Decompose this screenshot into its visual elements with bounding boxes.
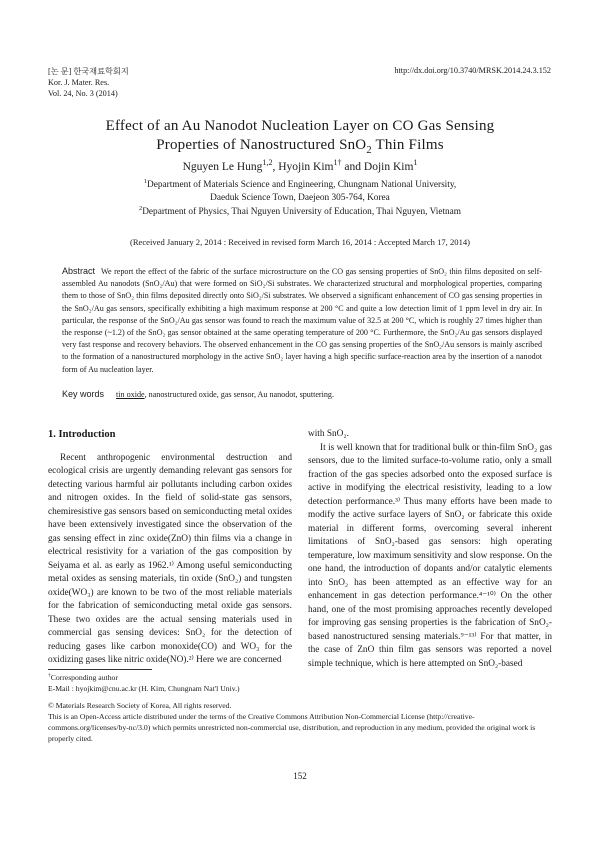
author-1-affil: 1,2 [262, 158, 273, 168]
author-2-affil: 1† [333, 158, 342, 168]
journal-abbreviation: Kor. J. Mater. Res. [48, 78, 110, 87]
corresponding-email: E-Mail : hyojkim@cnu.ac.kr (H. Kim, Chungnam Nat'l Univ.) [48, 684, 240, 693]
received-dates: (Received January 2, 2014 : Received in revised form March 16, 2014 : Accepted March 17, 2014) [129, 237, 471, 247]
keyword-link[interactable]: tin oxide [116, 390, 145, 399]
author-1: Nguyen Le Hung [182, 161, 263, 173]
license-notice: This is an Open-Access article distributed under the terms of the Creative Commons Attribution Non-Commercial License (http://creativecommons.org/licenses/by-nc/3.0) which permits unrestricted non-commercial use, distribution, and reproduction in any medium, provided the original work is properly cited. [48, 712, 536, 743]
abstract [62, 265, 542, 376]
title-subscript: 2 [366, 145, 372, 156]
author-separator: and [341, 161, 364, 173]
affiliations [40, 179, 560, 219]
doi-link[interactable]: http://dx.doi.org/10.3740/MRSK.2014.24.3.152 [394, 66, 551, 75]
footnotes [48, 672, 552, 744]
affiliation-1-line-1: Department of Materials Science and Engineering, Chungnam National University, [147, 180, 457, 190]
journal-volume: Vol. 24, No. 3 (2014) [48, 89, 118, 98]
author-3: Dojin Kim [363, 161, 414, 173]
copyright-notice: © Materials Research Society of Korea, All rights reserved. [48, 701, 232, 710]
intro-continuation: with SnO₂. [308, 429, 349, 439]
author-3-affil: 1 [413, 158, 418, 168]
corresponding-label: Corresponding author [50, 673, 118, 682]
affiliation-2 [40, 206, 560, 219]
affiliation-1 [40, 179, 560, 192]
keywords-rest: , nanostructured oxide, gas sensor, Au nanodot, sputtering. [144, 390, 334, 399]
section-heading: 1. Introduction [48, 429, 116, 440]
intro-paragraph-1: Recent anthropogenic environmental destruction and ecological crisis are urgently demanding relevant gas sensors for detecting various harmful air pollutants including carbon oxides and nitrogen oxides. In the field of solid-state gas sensors, chemiresistive gas sensors based on semiconducting metal oxides have been extensively investigated since the observation of the gas sensing effect in zinc oxide(ZnO) thin films via a change in electrical resistivity for a variation of the gas composition by Seiyama et al. as early as 1962.¹⁾ Among useful semiconducting metal oxides as sensing materials, tin oxide (SnO₂) and tungsten oxide(WO₃) are known to be two of the most reliable materials for the fabrication of semiconducting metal oxide gas sensors. These two oxides are the actual sensing materials used in commercial gas sensing devices: SnO₂ for the detection of reducing gases like carbon monoxide(CO) and WO₃ for the oxidizing gases like nitric oxide(NO).²⁾ Here we are concerned [48, 452, 292, 665]
left-column [48, 428, 292, 668]
corresponding-author-note [48, 672, 552, 683]
author-2: Hyojin Kim [278, 161, 334, 173]
intro-paragraph-2: It is well known that for traditional bulk or thin-film SnO₂ gas sensors, due to the limited surface-to-volume ratio, only a small fraction of the gas species adsorbed onto the exposed surface is active in modifying the electrical resistivity, leading to a low detection performance.³⁾ Thus many efforts have been made to modify the active surface layers of SnO₂ or fabricate this oxide material in different forms, overcoming several inherent limitations of SnO₂-based gas sensors: high operating temperature, low maximum sensitivity and slow response. On the one hand, the introduction of dopants and/or catalytic elements into SnO₂ has been attempted as an effective way for an enhancement in gas detection performance.⁴⁻¹⁰⁾ On the other hand, one of the most promising approaches recently developed for improving gas sensing properties is the fabrication of SnO₂-based nanostructured sensing materials.⁹⁻¹³⁾ For that matter, in the case of ZnO thin film gas sensors was reported a novel simple technique, which is here attempted on SnO₂-based [308, 442, 552, 669]
affiliation-2-mark: 2 [138, 204, 143, 212]
affiliation-1-line-2: Daeduk Science Town, Daejeon 305-764, Korea [210, 193, 390, 204]
title-line-1: Effect of an Au Nanodot Nucleation Layer on CO Gas Sensing [105, 118, 495, 134]
keywords [62, 389, 542, 399]
journal-korean-name: [논 문] 한국재료학회지 [48, 67, 129, 76]
page-number: 152 [293, 771, 307, 781]
title-line-2 [40, 136, 560, 155]
footnote-divider [48, 669, 152, 670]
author-separator: , [272, 161, 279, 173]
journal-header [48, 66, 129, 99]
affiliation-2-text: Department of Physics, Thai Nguyen University of Education, Thai Nguyen, Vietnam [142, 206, 462, 217]
title-line-2-pre: Properties of Nanostructured SnO [156, 137, 367, 153]
abstract-text: We report the effect of the fabric of the surface microstructure on the CO gas sensing properties of SnO₂ thin films deposited on self-assembled Au nanodots (SnO₂/Au) that were formed on SiO₂/Si substrates. We characterized structural and morphological properties, comparing them to those of SnO₂ thin films deposited directly onto SiO₂/Si substrates. We observed a significant enhancement of CO gas sensing properties in the SnO₂/Au gas sensors, specifically exhibiting a high maximum response at 200 °C and quite a low detection limit of 1 ppm level in dry air. In particular, the response of the SnO₂/Au gas sensor was found to reach the maximum value of 32.5 at 200 °C, which is roughly 27 times higher than the response (~1.2) of the SnO₂ gas sensor obtained at the same operating temperature of 200 °C. Furthermore, the SnO₂/Au gas sensors displayed very fast response and recovery behaviors. The observed enhancement in the CO gas sensing properties of the SnO₂/Au sensors is mainly ascribed to the formation of a nanostructured morphology in the active SnO₂ layer having a high specific surface-reaction area by the insertion of a nanodot form of Au nucleation layer. [62, 267, 542, 374]
title-line-2-post: Thin Films [371, 137, 444, 153]
right-column [308, 428, 552, 671]
affiliation-1-mark: 1 [143, 177, 148, 185]
abstract-label: Abstract [62, 266, 96, 276]
dagger-mark: † [48, 672, 51, 679]
keywords-label: Key words [62, 389, 105, 399]
author-list [40, 158, 560, 173]
paper-title [40, 117, 560, 155]
